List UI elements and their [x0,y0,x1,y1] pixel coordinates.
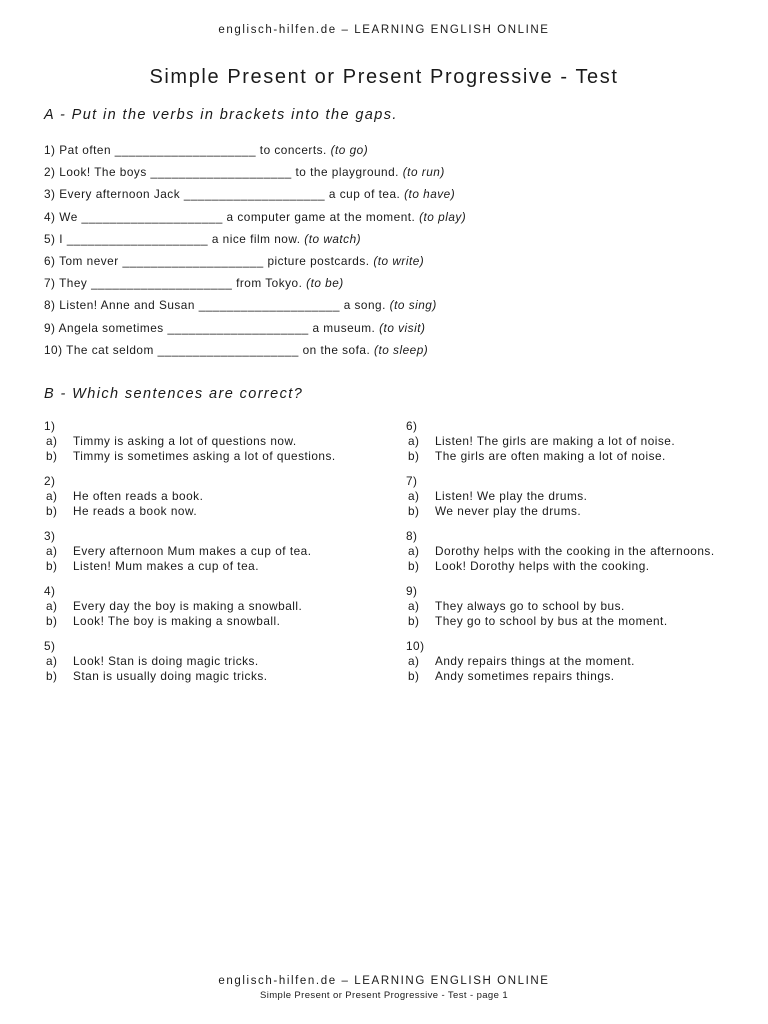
sentence-start: Pat often [59,143,112,157]
question-item [406,419,736,464]
answer-blank: ____________________ [91,276,233,291]
option-text: We never play the drums. [435,504,582,518]
footer-page-info: Simple Present or Present Progressive - Test - page 1 [259,990,509,1001]
question-item [406,529,736,574]
question-item [406,474,736,519]
option-text: Andy repairs things at the moment. [435,654,635,668]
answer-blank: ____________________ [198,298,340,313]
sentence-start: Listen! Anne and Susan [59,298,195,313]
sentence-start: They [59,276,88,291]
verb-hint: (to sing) [389,298,437,313]
page-title: Simple Present or Present Progressive - Test [149,66,619,88]
answer-blank: ____________________ [157,342,299,357]
option-b [44,559,374,574]
sentence-start: We [59,209,78,224]
option-a [44,654,374,669]
question-number: 4) [44,584,56,598]
sentence-end: a nice film now. [211,231,301,246]
option-a [406,654,736,669]
option-letter: a) [408,489,420,503]
verb-hint: (to visit) [379,320,426,335]
option-a [44,599,374,614]
questions-column-right [406,419,736,694]
option-text: Look! Stan is doing magic tricks. [73,654,259,668]
option-text: Timmy is asking a lot of questions now. [73,434,297,448]
option-text: The girls are often making a lot of noise. [435,449,666,463]
gap-item [44,143,724,165]
gap-item [44,165,724,187]
option-b [406,504,736,519]
sentence-start: Look! The boys [59,165,147,180]
sentence-end: to concerts. [259,143,327,157]
question-number: 1) [44,419,56,433]
question-number: 6) [406,419,418,433]
answer-blank: ____________________ [167,320,309,335]
question-number: 10) [406,639,425,653]
sentence-end: picture postcards. [267,253,370,268]
item-number: 8) [44,298,56,313]
question-number: 7) [406,474,418,488]
sentence-start: The cat seldom [66,342,154,357]
item-number: 6) [44,253,56,268]
option-letter: a) [46,544,58,558]
item-number: 2) [44,165,56,180]
option-letter: a) [408,599,420,613]
option-text: Listen! Mum makes a cup of tea. [73,559,259,573]
option-letter: b) [408,614,420,628]
option-letter: a) [46,599,58,613]
verb-hint: (to go) [330,143,369,157]
option-letter: b) [408,559,420,573]
option-text: He often reads a book. [73,489,204,503]
option-b [406,614,736,629]
option-a [44,544,374,559]
option-text: Look! The boy is making a snowball. [73,614,281,628]
gap-fill-list [44,143,724,365]
option-a [44,434,374,449]
option-letter: a) [46,434,58,448]
option-letter: b) [46,449,58,463]
option-text: Listen! We play the drums. [435,489,588,503]
verb-hint: (to run) [402,165,445,180]
option-a [406,489,736,504]
answer-blank: ____________________ [183,187,326,202]
item-number: 1) [44,143,56,157]
sentence-start: Angela sometimes [58,320,164,335]
option-a [406,599,736,614]
option-b [406,559,736,574]
sentence-end: on the sofa. [302,342,371,357]
sentence-end: a song. [343,298,386,313]
option-letter: b) [46,614,58,628]
option-b [44,614,374,629]
verb-hint: (to sleep) [374,342,429,357]
option-letter: a) [46,489,58,503]
option-a [406,434,736,449]
item-number: 5) [44,231,56,246]
answer-blank: ____________________ [66,231,209,246]
option-text: They always go to school by bus. [435,599,625,613]
option-letter: b) [46,559,58,573]
question-item [406,584,736,629]
gap-item [44,321,724,343]
option-text: Stan is usually doing magic tricks. [73,669,268,683]
gap-item [44,276,724,298]
option-text: Andy sometimes repairs things. [435,669,615,683]
sentence-end: to the playground. [295,165,399,180]
option-letter: b) [46,669,58,683]
option-text: Every afternoon Mum makes a cup of tea. [73,544,312,558]
item-number: 3) [44,187,56,202]
verb-hint: (to watch) [304,231,362,246]
answer-blank: ____________________ [114,143,257,157]
option-b [44,504,374,519]
sentence-end: a museum. [312,320,376,335]
verb-hint: (to write) [373,253,425,268]
option-text: Look! Dorothy helps with the cooking. [435,559,650,573]
option-letter: a) [408,654,420,668]
option-text: Listen! The girls are making a lot of noise. [435,434,676,448]
question-item [44,639,374,684]
option-letter: a) [46,654,58,668]
sentence-end: a cup of tea. [328,187,401,202]
option-letter: b) [408,669,420,683]
sentence-start: I [59,231,64,246]
verb-hint: (to have) [404,187,456,202]
section-a-heading: A - Put in the verbs in brackets into the gaps. [44,107,398,123]
option-b [44,449,374,464]
gap-item [44,254,724,276]
option-b [406,449,736,464]
item-number: 9) [44,320,56,335]
option-letter: b) [408,449,420,463]
item-number: 10) [44,342,63,357]
question-number: 5) [44,639,56,653]
question-item [44,419,374,464]
item-number: 7) [44,276,56,291]
question-item [406,639,736,684]
option-text: Every day the boy is making a snowball. [73,599,303,613]
questions-column-left [44,419,374,694]
footer-site: englisch-hilfen.de – LEARNING ENGLISH ONLINE [218,975,550,987]
gap-item [44,343,724,365]
option-a [44,489,374,504]
question-number: 2) [44,474,56,488]
gap-item [44,232,724,254]
answer-blank: ____________________ [150,165,292,180]
answer-blank: ____________________ [81,209,223,224]
gap-item [44,298,724,320]
option-text: They go to school by bus at the moment. [435,614,668,628]
question-item [44,584,374,629]
question-number: 9) [406,584,418,598]
option-letter: a) [408,434,420,448]
verb-hint: (to play) [419,209,467,224]
option-text: Timmy is sometimes asking a lot of questions. [73,449,336,463]
gap-item [44,187,724,209]
question-item [44,529,374,574]
option-text: Dorothy helps with the cooking in the afternoons. [435,544,715,558]
option-letter: b) [408,504,420,518]
option-letter: b) [46,504,58,518]
section-b-heading: B - Which sentences are correct? [44,386,304,402]
option-a [406,544,736,559]
sentence-end: a computer game at the moment. [226,209,416,224]
option-text: He reads a book now. [73,504,198,518]
answer-blank: ____________________ [122,253,264,268]
question-item [44,474,374,519]
question-number: 8) [406,529,418,543]
sentence-start: Tom never [59,253,119,268]
gap-item [44,210,724,232]
sentence-end: from Tokyo. [236,276,303,291]
sentence-start: Every afternoon Jack [59,187,181,202]
option-letter: a) [408,544,420,558]
option-b [406,669,736,684]
verb-hint: (to be) [306,276,344,291]
question-number: 3) [44,529,56,543]
page-header: englisch-hilfen.de – LEARNING ENGLISH ONLINE [218,24,550,36]
item-number: 4) [44,209,56,224]
option-b [44,669,374,684]
